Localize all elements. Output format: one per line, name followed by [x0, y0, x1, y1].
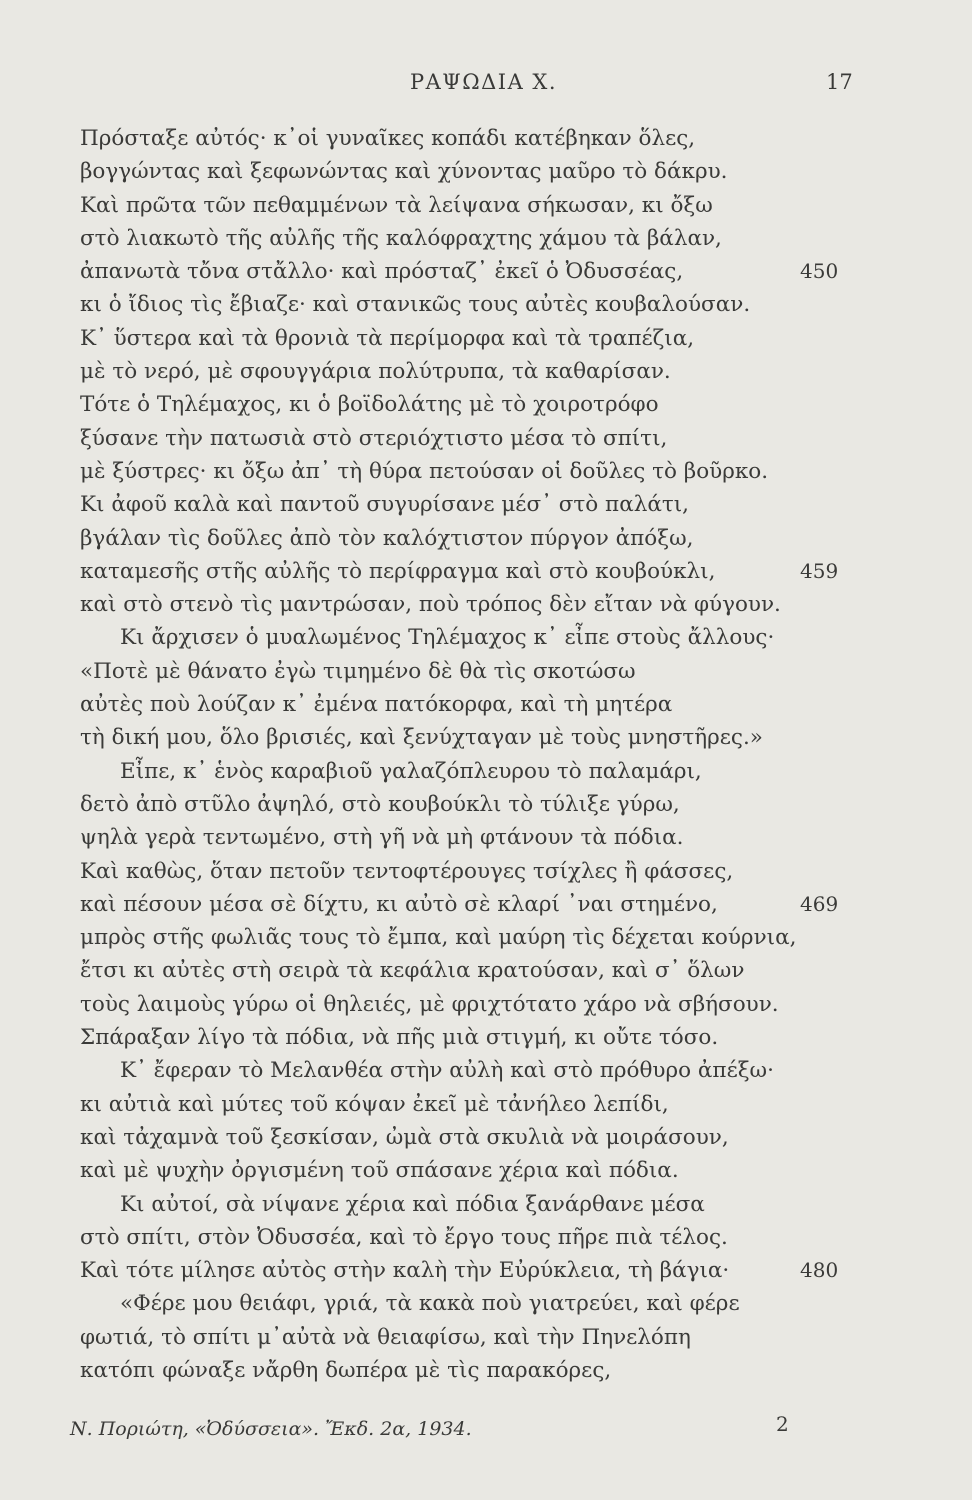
verse-text: αὐτὲς ποὺ λούζαν κ᾽ ἐμένα πατόκορφα, καὶ τὴ μητέρα [80, 692, 673, 718]
verse-line [0, 1287, 972, 1320]
verse-line [0, 388, 972, 421]
verse-text: καταμεσῆς στῆς αὐλῆς τὸ περίφραγμα καὶ στὸ κουβούκλι, [80, 558, 716, 584]
verse-line [0, 855, 972, 888]
verse-line [0, 688, 972, 721]
verse-line [0, 488, 972, 521]
verse-line [0, 122, 972, 155]
verse-line [0, 422, 972, 455]
verse-text: φωτιά, τὸ σπίτι μ᾽αὐτὰ νὰ θειαφίσω, καὶ τὴν Πηνελόπη [80, 1324, 691, 1350]
verse-line [0, 788, 972, 821]
verse-line [0, 522, 972, 555]
verse-line [0, 1088, 972, 1121]
verse-text: τὴ δική μου, ὅλο βρισιές, καὶ ξενύχταγαν μὲ τοὺς μνηστῆρες.» [80, 725, 763, 751]
verse-text: Εἶπε, κ᾽ ἑνὸς καραβιοῦ γαλαζόπλευρου τὸ παλαμάρι, [120, 758, 702, 784]
running-title: ΡΑΨΩΔΙΑ Χ. [410, 70, 558, 94]
verse-line [0, 1321, 972, 1354]
verse-line [0, 322, 972, 355]
verse-line [0, 621, 972, 654]
verse-text: στὸ σπίτι, στὸν Ὀδυσσέα, καὶ τὸ ἔργο τους πῆρε πιὰ τέλος. [80, 1224, 728, 1250]
verse-text: τοὺς λαιμοὺς γύρω οἱ θηλειές, μὲ φριχτότατο χάρο νὰ σβήσουν. [80, 991, 779, 1017]
verse-line [0, 721, 972, 754]
imprint: Ν. Ποριώτη, «Ὀδύσσεια». Ἔκδ. 2α, 1934. [70, 1418, 472, 1440]
verse-line [0, 888, 972, 921]
verse-text: Κ᾽ ἔφεραν τὸ Μελανθέα στὴν αὐλὴ καὶ στὸ πρόθυρο ἀπέξω· [120, 1058, 774, 1084]
verse-line [0, 1221, 972, 1254]
verse-text: κι αὐτιὰ καὶ μύτες τοῦ κόψαν ἐκεῖ μὲ τἀνήλεο λεπίδι, [80, 1091, 669, 1117]
verse-text: ξύσανε τὴν πατωσιὰ στὸ στεριόχτιστο μέσα τὸ σπίτι, [80, 425, 668, 451]
verse-text: βγάλαν τὶς δοῦλες ἀπὸ τὸν καλόχτιστον πύργον ἀπόξω, [80, 525, 694, 551]
verse-text: Σπάραξαν λίγο τὰ πόδια, νὰ πῆς μιὰ στιγμή, κι οὔτε τόσο. [80, 1025, 719, 1051]
verse-text: ἔτσι κι αὐτὲς στὴ σειρὰ τὰ κεφάλια κρατούσαν, καὶ σ᾽ ὅλων [80, 958, 745, 984]
verse-line [0, 1254, 972, 1287]
verse-text: Κι ἄρχισεν ὁ μυαλωμένος Τηλέμαχος κ᾽ εἶπε στοὺς ἄλλους· [120, 625, 775, 651]
verse-line [0, 1121, 972, 1154]
verse-block [0, 122, 972, 1387]
page-header [0, 70, 972, 100]
verse-text: καὶ στὸ στενὸ τὶς μαντρώσαν, ποὺ τρόπος δὲν εἴταν νὰ φύγουν. [80, 592, 781, 618]
verse-text: κι ὁ ἴδιος τὶς ἔβιαζε· καὶ στανικῶς τους αὐτὲς κουβαλούσαν. [80, 292, 751, 318]
verse-text: καὶ τἀχαμνὰ τοῦ ξεσκίσαν, ὠμὰ στὰ σκυλιὰ νὰ μοιράσουν, [80, 1124, 729, 1150]
verse-line [0, 1021, 972, 1054]
verse-line [0, 588, 972, 621]
line-number: 469 [800, 891, 839, 916]
verse-line [0, 155, 972, 188]
page-footer [70, 1412, 890, 1450]
verse-text: κατόπι φώναξε νἄρθη δωπέρα μὲ τὶς παρακόρες, [80, 1357, 612, 1383]
verse-text: Τότε ὁ Τηλέμαχος, κι ὁ βοϊδολάτης μὲ τὸ χοιροτρόφο [80, 392, 659, 418]
verse-line [0, 189, 972, 222]
signature-number: 2 [776, 1412, 789, 1436]
line-number: 450 [800, 259, 839, 284]
verse-text: Καὶ πρῶτα τῶν πεθαμμένων τὰ λείψανα σήκωσαν, κι ὄξω [80, 192, 713, 218]
page-number: 17 [826, 70, 853, 94]
verse-line [0, 555, 972, 588]
verse-text: μὲ τὸ νερό, μὲ σφουγγάρια πολύτρυπα, τὰ καθαρίσαν. [80, 359, 671, 385]
verse-text: καὶ μὲ ψυχὴν ὀργισμένη τοῦ σπάσανε χέρια καὶ πόδια. [80, 1158, 679, 1184]
verse-text: στὸ λιακωτὸ τῆς αὐλῆς τῆς καλόφραχτης χάμου τὰ βάλαν, [80, 225, 722, 251]
verse-line [0, 288, 972, 321]
verse-line [0, 1054, 972, 1087]
verse-text: «Φέρε μου θειάφι, γριά, τὰ κακὰ ποὺ γιατρεύει, καὶ φέρε [120, 1291, 740, 1317]
verse-text: μὲ ξύστρες· κι ὄξω ἀπ᾽ τὴ θύρα πετούσαν οἱ δοῦλες τὸ βοῦρκο. [80, 458, 769, 484]
verse-text: ψηλὰ γερὰ τεντωμένο, στὴ γῆ νὰ μὴ φτάνουν τὰ πόδια. [80, 825, 684, 851]
verse-text: Πρόσταξε αὐτός· κ᾽οἱ γυναῖκες κοπάδι κατέβηκαν ὅλες, [80, 126, 696, 151]
verse-text: ἀπανωτὰ τὄνα στἄλλο· καὶ πρόσταζ᾽ ἐκεῖ ὁ Ὀδυσσέας, [80, 259, 684, 285]
verse-text: Καὶ καθὼς, ὅταν πετοῦν τεντοφτέρουγες τσίχλες ἢ φάσσες, [80, 858, 734, 884]
verse-line [0, 921, 972, 954]
verse-line [0, 1354, 972, 1387]
verse-line [0, 355, 972, 388]
verse-text: Καὶ τότε μίλησε αὐτὸς στὴν καλὴ τὴν Εὐρύκλεια, τὴ βάγια· [80, 1258, 730, 1284]
verse-line [0, 988, 972, 1021]
line-number: 480 [800, 1258, 839, 1283]
verse-line [0, 755, 972, 788]
verse-line [0, 821, 972, 854]
verse-text: Κι αὐτοί, σὰ νίψανε χέρια καὶ πόδια ξανάρθανε μέσα [120, 1191, 705, 1217]
line-number: 459 [800, 558, 839, 583]
verse-text: δετὸ ἀπὸ στῦλο ἀψηλό, στὸ κουβούκλι τὸ τύλιξε γύρω, [80, 791, 680, 817]
verse-text: Κ᾽ ὕστερα καὶ τὰ θρονιὰ τὰ περίμορφα καὶ τὰ τραπέζια, [80, 325, 695, 351]
verse-line [0, 1188, 972, 1221]
verse-line [0, 455, 972, 488]
verse-line [0, 655, 972, 688]
verse-line [0, 1154, 972, 1187]
verse-text: καὶ πέσουν μέσα σὲ δίχτυ, κι αὐτὸ σὲ κλαρί ᾽ναι στημένο, [80, 891, 718, 917]
verse-text: μπρὸς στῆς φωλιᾶς τους τὸ ἔμπα, καὶ μαύρη τὶς δέχεται κούρνια, [80, 925, 797, 951]
verse-text: Κι ἀφοῦ καλὰ καὶ παντοῦ συγυρίσανε μέσ᾽ στὸ παλάτι, [80, 492, 690, 518]
verse-line [0, 954, 972, 987]
verse-line [0, 255, 972, 288]
verse-text: βογγώντας καὶ ξεφωνώντας καὶ χύνοντας μαῦρο τὸ δάκρυ. [80, 159, 728, 185]
verse-line [0, 222, 972, 255]
verse-text: «Ποτὲ μὲ θάνατο ἐγὼ τιμημένο δὲ θὰ τὶς σκοτώσω [80, 658, 636, 684]
